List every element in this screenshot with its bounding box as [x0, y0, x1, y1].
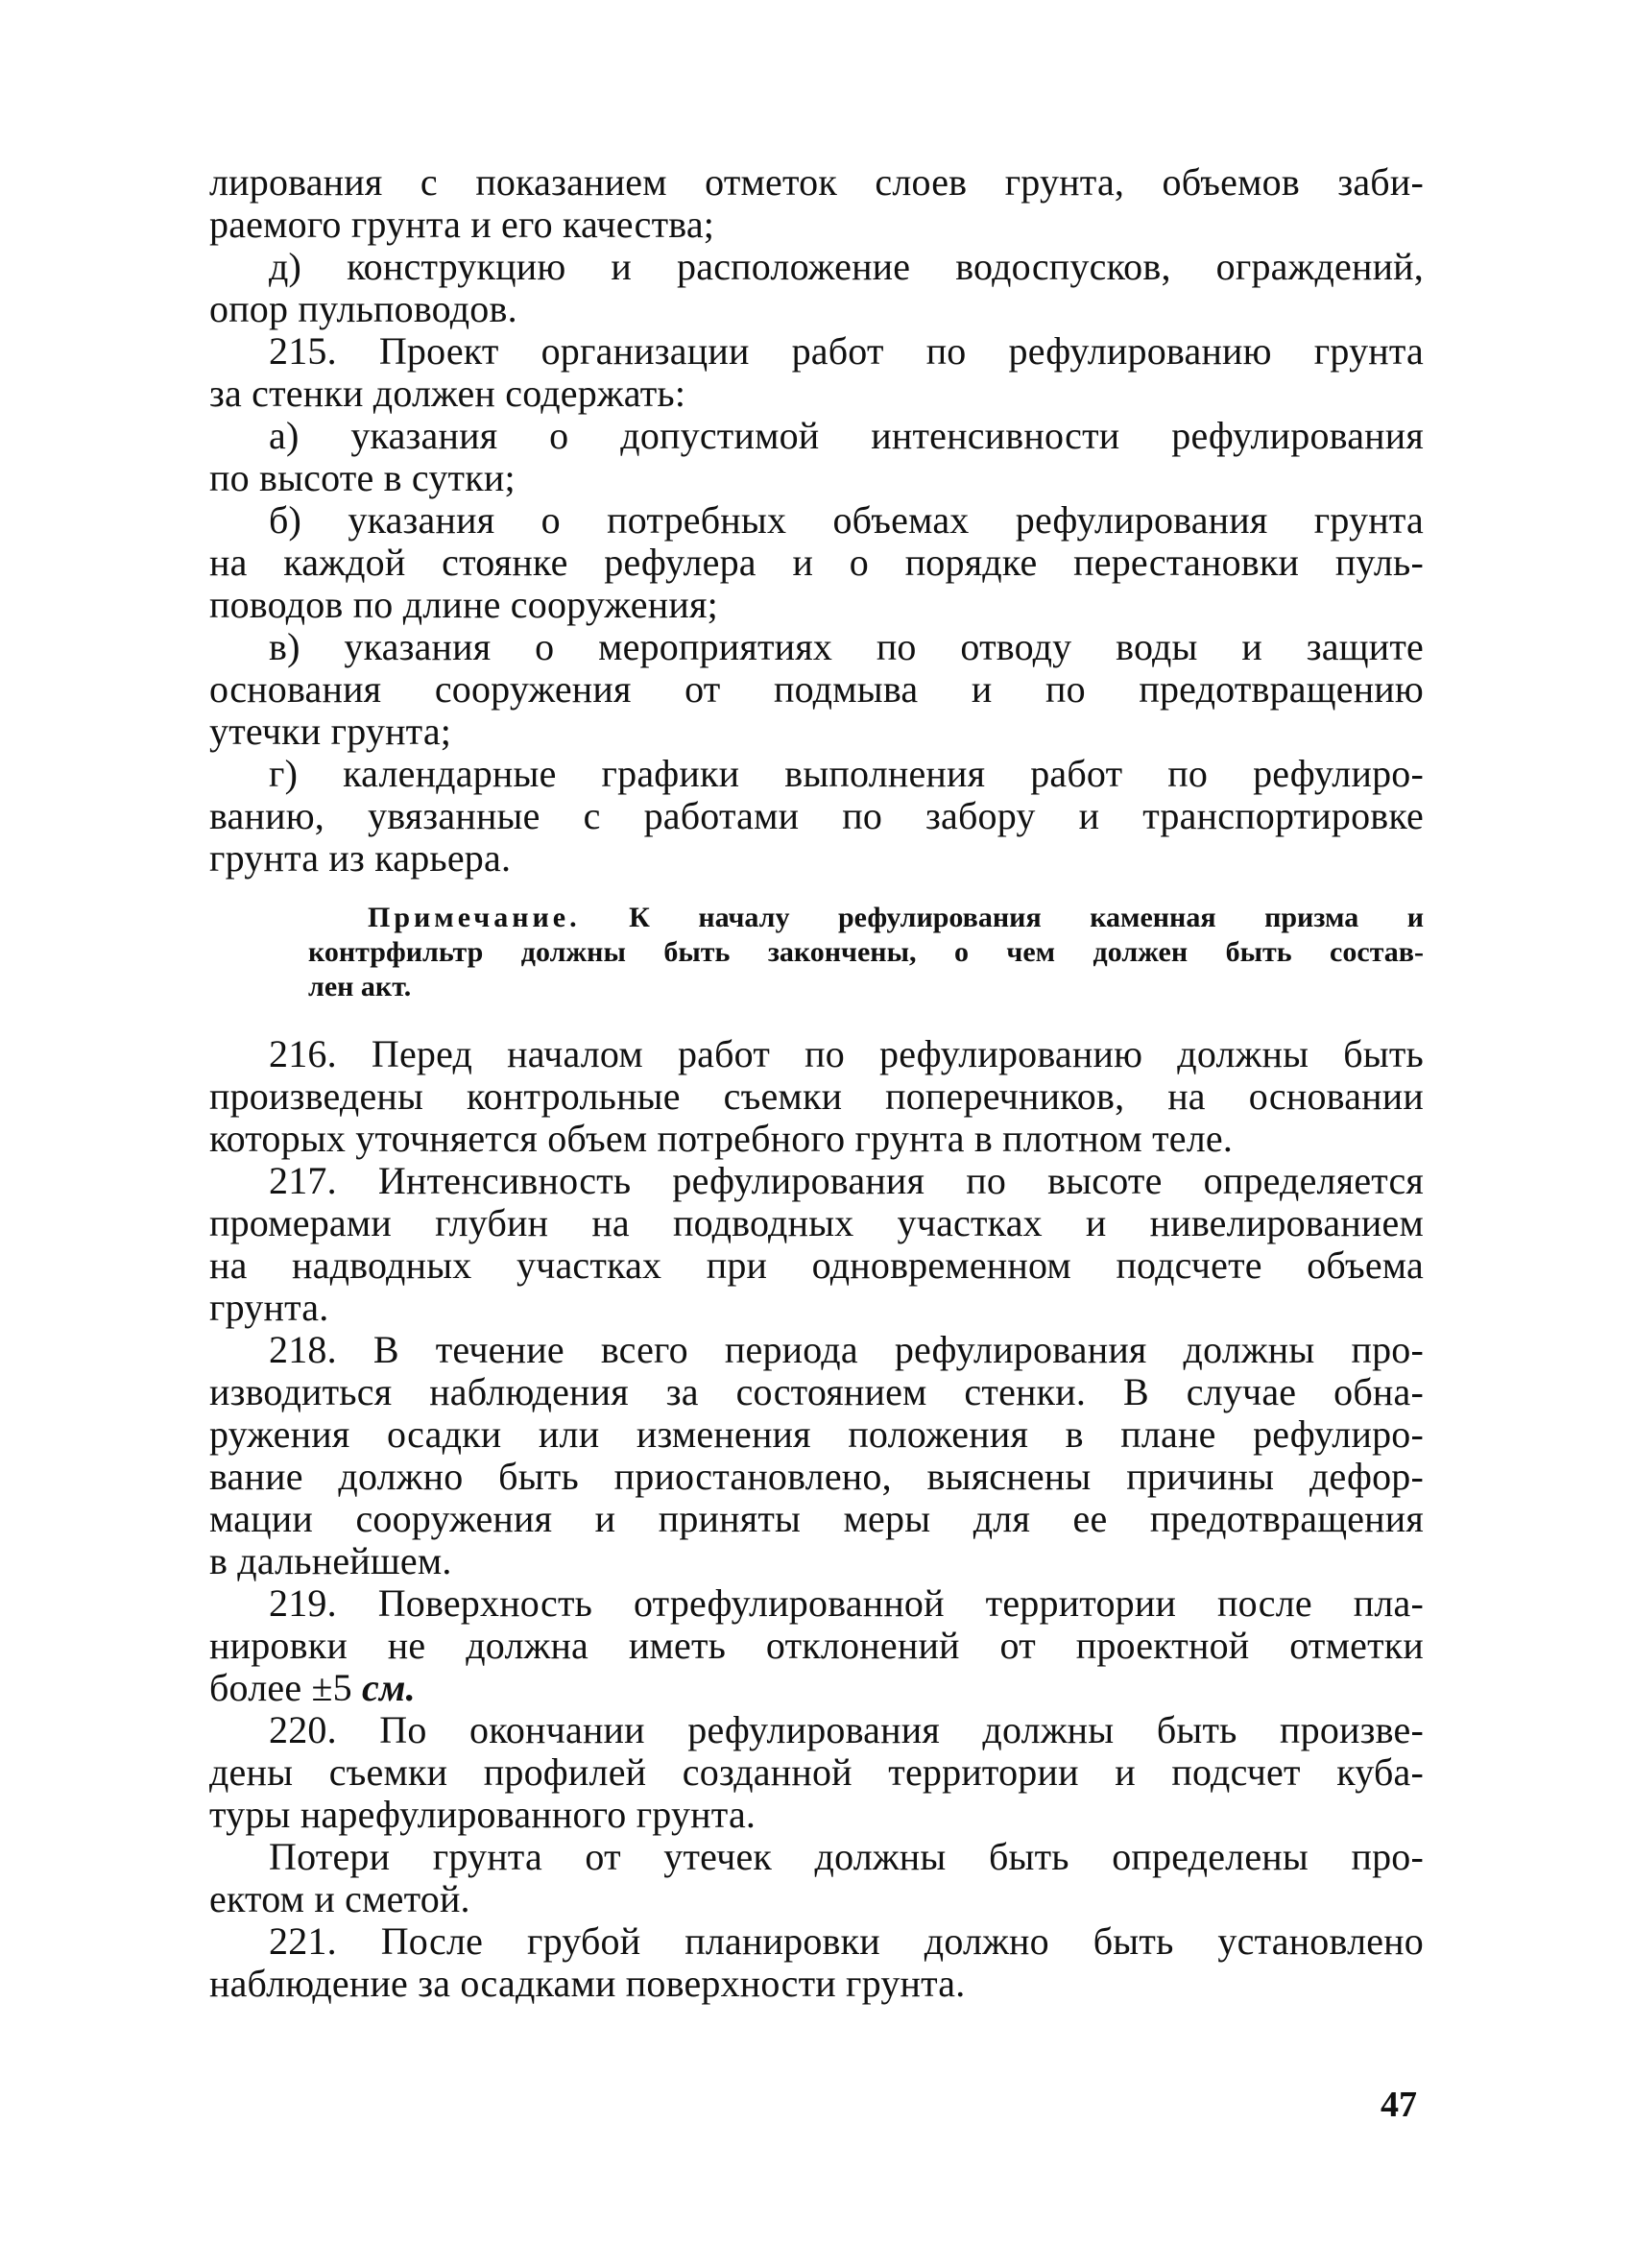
text-line: по высоте в сутки; — [209, 456, 516, 499]
text-line: в) указания о мероприятиях по отводу воды и защите — [269, 625, 1424, 668]
paragraph — [209, 753, 1424, 880]
paragraph — [209, 161, 1424, 246]
text-line: г) календарные графики выполнения работ по рефулиро- — [269, 752, 1424, 795]
note-line: контрфильтр должны быть закончены, о чем должен быть состав- — [308, 936, 1424, 968]
text-line: мации сооружения и приняты меры для ее предотвращения — [209, 1497, 1424, 1540]
text-line: нировки не должна иметь отклонений от проектной отметки — [209, 1624, 1424, 1667]
text-line: ванию, увязанные с работами по забору и транспортировке — [209, 794, 1424, 837]
paragraph — [209, 499, 1424, 626]
text-line: произведены контрольные съемки поперечников, на основании — [209, 1074, 1424, 1118]
unit-text: см. — [351, 1666, 416, 1709]
text-line: промерами глубин на подводных участках и нивелированием — [209, 1201, 1424, 1244]
text-line: наблюдение за осадками поверхности грунта. — [209, 1962, 966, 2005]
text-line: которых уточняется объем потребного грунта в плотном теле. — [209, 1117, 1234, 1160]
text-line: основания сооружения от подмыва и по предотвращению — [209, 667, 1424, 711]
text-line: ектом и сметой. — [209, 1877, 470, 1920]
text-line: 217. Интенсивность рефулирования по высоте определяется — [269, 1159, 1424, 1202]
body-text — [209, 161, 1424, 2005]
paragraph — [209, 1920, 1424, 2005]
text-line: утечки грунта; — [209, 710, 452, 753]
paragraph — [209, 626, 1424, 753]
text-line: за стенки должен содержать: — [209, 372, 686, 415]
text-line: б) указания о потребных объемах рефулирования грунта — [269, 498, 1424, 542]
paragraph — [209, 1329, 1424, 1582]
text-line: д) конструкцию и расположение водоспусков, ограждений, — [269, 245, 1424, 288]
page-number: 47 — [1381, 2085, 1417, 2125]
text-line: вание должно быть приостановлено, выяснены причины дефор- — [209, 1455, 1424, 1498]
note-line: лен акт. — [308, 971, 412, 1002]
text-line: грунта из карьера. — [209, 836, 512, 880]
paragraph — [209, 1582, 1424, 1709]
text-line: на каждой стоянке рефулера и о порядке перестановки пуль- — [209, 541, 1424, 584]
text-line: 215. Проект организации работ по рефулированию грунта — [269, 329, 1424, 373]
note-label: Примечание. — [368, 902, 581, 933]
text-line: раемого грунта и его качества; — [209, 203, 715, 246]
paragraph — [209, 1836, 1424, 1920]
note-line — [308, 901, 1424, 935]
paragraph — [209, 1709, 1424, 1836]
paragraph — [209, 246, 1424, 330]
paragraph — [209, 1033, 1424, 1160]
text-line: в дальнейшем. — [209, 1539, 452, 1582]
text-line: грунта. — [209, 1286, 329, 1329]
paragraph — [209, 1160, 1424, 1329]
text-line: 221. После грубой планировки должно быть установлено — [269, 1919, 1424, 1963]
text-line: изводиться наблюдения за состоянием стенки. В случае обна- — [209, 1370, 1424, 1413]
text-line: поводов по длине сооружения; — [209, 583, 718, 626]
text-line: дены съемки профилей созданной территории и подсчет куба- — [209, 1750, 1424, 1794]
paragraph — [209, 415, 1424, 499]
text-line: а) указания о допустимой интенсивности рефулирования — [269, 414, 1424, 457]
text-line: Потери грунта от утечек должны быть определены про- — [269, 1835, 1424, 1878]
text-line: опор пульповодов. — [209, 287, 517, 330]
note — [209, 901, 1424, 1004]
text-line: туры нарефулированного грунта. — [209, 1793, 756, 1836]
text-line: 218. В течение всего периода рефулирования должны про- — [269, 1328, 1424, 1371]
text-line: на надводных участках при одновременном подсчете объема — [209, 1243, 1424, 1287]
paragraph — [209, 330, 1424, 415]
text-line: 220. По окончании рефулирования должны быть произве- — [269, 1708, 1424, 1751]
text-line: 216. Перед началом работ по рефулированию должны быть — [269, 1032, 1424, 1075]
text-line: ружения осадки или изменения положения в плане рефулиро- — [209, 1412, 1424, 1456]
text-line: 219. Поверхность отрефулированной территории после пла- — [269, 1581, 1424, 1625]
text-line: более ±5 см. — [209, 1666, 416, 1709]
note-text: К началу рефулирования каменная призма и — [580, 902, 1424, 933]
text-line: лирования с показанием отметок слоев грунта, объемов заби- — [209, 160, 1424, 204]
